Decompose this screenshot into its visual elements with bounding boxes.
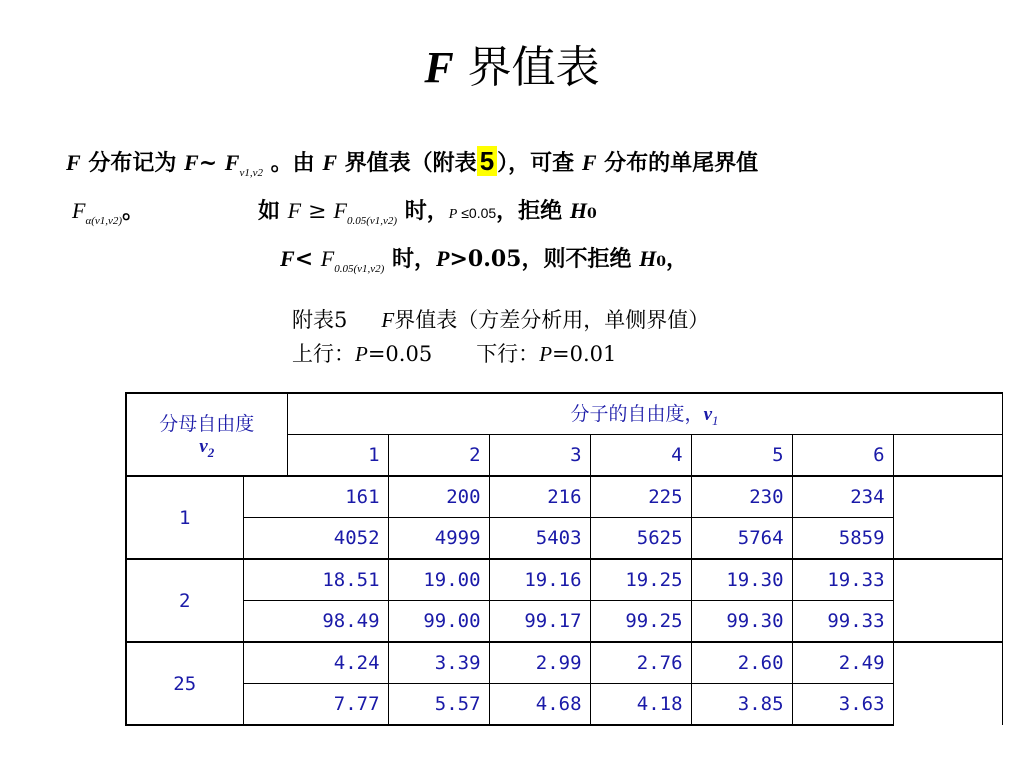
table-cell: 19.33: [792, 559, 893, 601]
empty-cell: [893, 559, 1002, 601]
intro-text: 界值表（附表: [337, 150, 477, 176]
table-row: [126, 476, 1002, 518]
table-cell: 225: [590, 476, 691, 518]
intro-line-1: [66, 146, 758, 188]
column-header: 1: [287, 435, 388, 477]
symbol-p: P: [448, 207, 458, 222]
table-caption: [292, 306, 709, 334]
caption-text: =0.01: [552, 342, 617, 366]
symbol-f: F: [72, 198, 86, 223]
empty-cell: [893, 518, 1002, 560]
symbol-f: F: [184, 150, 199, 175]
intro-line-3: [280, 244, 688, 284]
nu-symbol: ν: [703, 404, 712, 426]
subscript: 0: [586, 206, 597, 222]
table-cell: 216: [489, 476, 590, 518]
intro-text: ≥: [301, 199, 334, 224]
table-cell: 3.63: [792, 684, 893, 726]
title-symbol: F: [424, 43, 454, 92]
intro-text: <: [294, 246, 321, 272]
table-row: [126, 684, 1002, 726]
intro-text: 时，: [384, 246, 436, 272]
column-header: 5: [691, 435, 792, 477]
table-cell: 99.30: [691, 601, 792, 643]
intro-text: >0.05，则不拒绝: [449, 246, 640, 272]
table-cell: 2.49: [792, 642, 893, 684]
symbol-h: H: [639, 246, 657, 271]
intro-text: 如: [258, 198, 288, 224]
table-cell: 230: [691, 476, 792, 518]
intro-text: 分布记为: [80, 150, 185, 176]
caption-text: 界值表（方差分析用，单侧界值）: [394, 308, 710, 332]
intro-text: ≤0.05: [457, 205, 497, 221]
column-header: 4: [590, 435, 691, 477]
symbol-f: F: [280, 246, 295, 271]
empty-cell: [893, 642, 1002, 684]
table-cell: 4052: [243, 518, 388, 560]
symbol-f: F: [66, 150, 81, 175]
subscript: 0.05(ν1,ν2): [334, 263, 385, 275]
table-row: [126, 642, 1002, 684]
table-cell: 99.33: [792, 601, 893, 643]
table-cell: 3.39: [388, 642, 489, 684]
table-cell: 200: [388, 476, 489, 518]
table-cell: 5764: [691, 518, 792, 560]
denominator-df-cell: 2: [126, 559, 243, 642]
f-critical-value-table: [125, 392, 1003, 726]
table-cell: 2.60: [691, 642, 792, 684]
symbol-h: H: [569, 198, 587, 223]
denominator-df-cell: 25: [126, 642, 243, 725]
nu-symbol: ν: [199, 435, 208, 457]
table-row: [126, 559, 1002, 601]
symbol-f: F: [322, 150, 338, 175]
empty-cell: [893, 435, 1002, 477]
table-cell: 4.68: [489, 684, 590, 726]
table-cell: 18.51: [243, 559, 388, 601]
subscript: 2: [207, 444, 215, 460]
corner-header-cell: [126, 393, 287, 476]
symbol-p: P: [355, 342, 368, 366]
symbol-f: F: [320, 246, 335, 271]
table-cell: 7.77: [243, 684, 388, 726]
table-cell: 5859: [792, 518, 893, 560]
table-row: [126, 518, 1002, 560]
title-text: 界值表: [453, 42, 600, 93]
table-caption-levels: [292, 340, 616, 368]
table-cell: 4.18: [590, 684, 691, 726]
table-cell: 4.24: [243, 642, 388, 684]
table-cell: 19.00: [388, 559, 489, 601]
table-cell: 234: [792, 476, 893, 518]
table-cell: 99.25: [590, 601, 691, 643]
table-cell: 5.57: [388, 684, 489, 726]
column-header: 6: [792, 435, 893, 477]
intro-text: ，: [666, 246, 689, 272]
subscript: 0.05(ν1,ν2): [347, 215, 398, 227]
table-cell: 99.00: [388, 601, 489, 643]
caption-text: =0.05: [367, 342, 433, 366]
intro-text: 。由: [263, 150, 323, 176]
page-title: [0, 38, 1024, 98]
intro-line-2: [72, 196, 144, 236]
subscript: 1: [712, 412, 719, 428]
table-cell: 2.76: [590, 642, 691, 684]
nu2-symbol: [135, 436, 279, 461]
intro-text: ），可查: [497, 150, 582, 176]
column-header: 2: [388, 435, 489, 477]
subscript: ν1,ν2: [239, 167, 263, 179]
table-cell: 5403: [489, 518, 590, 560]
table-cell: 3.85: [691, 684, 792, 726]
table-cell: 4999: [388, 518, 489, 560]
intro-text: 。: [122, 198, 145, 224]
intro-text: 分布的单尾界值: [596, 150, 759, 176]
symbol-f: F: [381, 308, 395, 332]
caption-text: 下行：: [476, 342, 540, 366]
symbol-f: F: [333, 198, 347, 223]
symbol-p: P: [539, 342, 553, 366]
subscript: 0: [656, 254, 667, 270]
intro-text: ~: [198, 150, 225, 176]
table-cell: 5625: [590, 518, 691, 560]
denominator-df-label: 分母自由度: [159, 412, 255, 435]
table-row: [126, 601, 1002, 643]
symbol-f: F: [581, 150, 597, 175]
table-cell: 19.16: [489, 559, 590, 601]
caption-text: 附表5: [292, 308, 348, 332]
symbol-f: F: [224, 150, 240, 175]
symbol-f: F: [287, 198, 302, 223]
denominator-df-cell: 1: [126, 476, 243, 559]
intro-text: ，拒绝: [496, 198, 570, 224]
subscript: α(ν1,ν2): [85, 215, 123, 227]
numerator-df-header: [287, 393, 1002, 435]
table-cell: 98.49: [243, 601, 388, 643]
empty-cell: [893, 601, 1002, 643]
table-cell: 19.30: [691, 559, 792, 601]
numerator-df-label: 分子的自由度，: [570, 403, 704, 426]
caption-text: 上行：: [292, 342, 355, 366]
empty-cell: [893, 476, 1002, 518]
table-cell: 2.99: [489, 642, 590, 684]
intro-text: 时，: [397, 198, 449, 224]
empty-cell: [893, 684, 1002, 726]
intro-line-2-rule: [258, 196, 597, 236]
column-header: 3: [489, 435, 590, 477]
symbol-p: P: [436, 246, 450, 271]
table-number-badge: 5: [477, 146, 497, 176]
table-cell: 161: [243, 476, 388, 518]
table-cell: 19.25: [590, 559, 691, 601]
table-cell: 99.17: [489, 601, 590, 643]
